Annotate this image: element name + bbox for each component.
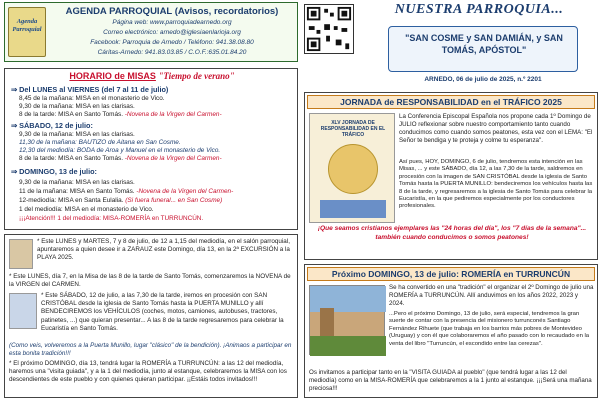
wedding-line: 12,30 del mediodía: BODA de Aroa y Manuel en el monasterio de Vico.	[19, 147, 221, 154]
notice-novena: * Este LUNES, día 7, en la Misa de las 8 de la tarde de Santo Tomás, comenzaremos la NOVENA de la VIRGEN del CARMEN.	[9, 273, 291, 289]
notices-box	[4, 234, 298, 398]
traffic-poster-image	[309, 113, 395, 223]
facebook-phone: Facebook: Parroquia de Arnedo / Teléfono: 941.38.08.80	[90, 39, 254, 46]
poster-caption: XLV JORNADA DE RESPONSABILIDAD EN EL TRÁFICO	[320, 120, 386, 138]
qr-code-icon[interactable]	[304, 4, 354, 54]
mass-line: 11 de la mañana: MISA en Santo Tomás. -Novena de la Virgen del Carmen-	[19, 188, 234, 195]
mass-line: 9,30 de la mañana: MISA en las clarisas.	[19, 103, 135, 110]
mass-line: 8 de la tarde: MISA en Santo Tomás. -Novena de la Virgen del Carmen-	[19, 155, 222, 162]
web-link[interactable]: Página web: www.parroquiadearnedo.org	[112, 19, 232, 26]
day-title-weekdays: ⇒ Del LUNES al VIERNES (del 7 al 11 de julio)	[11, 85, 169, 94]
romeria-paragraph-2: ...Pero el próximo Domingo, 13 de julio, será especial, tendremos la gran suerte de contar con la presencia del misionero turrunconés Santiago Fernández Rihuete (que trabaja en los barrios más pobres de Montevideo (Uruguay) y con él que colaboraremos el año pasado con lo recaudado en la venta del libro "Turruncún, el escondido entre las cerezas".	[389, 311, 590, 347]
schedule-heading-season: "Tiempo de verano"	[158, 71, 235, 81]
parish-title: NUESTRA PARROQUIA...	[394, 2, 564, 17]
romeria-section	[304, 264, 598, 398]
saint-christopher-image	[9, 293, 37, 329]
mass-line: 8 de la tarde: MISA en Santo Tomás. -Novena de la Virgen del Carmen-	[19, 111, 222, 118]
schedule-heading-main: HORARIO de MISAS	[69, 71, 156, 81]
hillside	[310, 336, 386, 356]
traffic-quote: ¡Que seamos cristianos ejemplares las "24 horas del día", los "7 días de la semana"... también cuando conducimos o somos peatones!	[317, 225, 587, 241]
mass-line: 9,30 de la mañana: MISA en las clarisas.	[19, 131, 135, 138]
left-column	[4, 2, 298, 398]
tower	[320, 308, 334, 338]
mass-line: 12-mediodía: MISA en Santa Eulalia. (Si fuera funeral... en San Cosme)	[19, 197, 223, 204]
day-title-sunday: ⇒ DOMINGO, 13 de julio:	[11, 167, 97, 176]
day-title-saturday: ⇒ SÁBADO, 12 de julio:	[11, 121, 93, 130]
turruncun-photo	[309, 285, 385, 355]
mass-line: 9,30 de la mañana: MISA en las clarisas.	[19, 179, 135, 186]
agenda-logo: Agenda Parroquial	[8, 7, 46, 57]
poster-emblem	[328, 144, 378, 194]
agenda-header	[4, 2, 298, 62]
notice-vehicle-blessing: * Este SÁBADO, 12 de julio, a las 7,30 de la tarde, iremos en procesión con SAN CRISTÓBAL desde la iglesia de Santo Tomás hasta la PUERTA MUNILLO y allí BENDECIREMOS los VEHÍCULOS (coches, motos, camiones, autobuses, tractores, patinetes, ...) que quieran presentar... A las 8 de la tarde regresaremos para celebrar la Eucaristía en Santo Tomás.	[41, 292, 284, 332]
schedule-heading	[5, 71, 299, 81]
issue-line: ARNEDO, 06 de julio de 2025, n.º 2201	[424, 76, 542, 83]
traffic-heading: JORNADA de RESPONSABILIDAD en el TRÁFICO 2025	[307, 95, 595, 109]
romeria-paragraph-1: Se ha convertido en una "tradición" el organizar el 2º Domingo de julio una ROMERÍA a TURRUNCÚN. Allí anduvimos en los años 2022, 2023 y 2024.	[389, 284, 594, 307]
traffic-paragraph-1: La Conferencia Episcopal Española nos propone cada 1º Domingo de JULIO reflexionar sobre nuestro comportamiento tanto cuando conducimos como cuando somos peatones, esta vez con el LEMA: "El Señor te bendiga y te proteja y colme tu esperanza".	[399, 113, 593, 144]
baptism-line: 11,30 de la mañana: BAUTIZO de Aitana en San Cosme.	[19, 139, 181, 146]
mass-line: 8,45 de la mañana: MISA en el monasterio de Vico.	[19, 95, 165, 102]
romeria-heading: Próximo DOMINGO, 13 de julio: ROMERÍA en TURRUNCÚN	[307, 267, 595, 281]
parish-header	[304, 2, 598, 98]
romeria-paragraph-3: Os invitamos a participar tanto en la "VISITA GUIADA al pueblo" (que tendrá lugar a las 12 del mediodía) como en la MISA-ROMERÍA que celebraremos a la 1 junto al estanque. ¡¡¡Será una mañana preciosa!!!	[309, 369, 592, 392]
traffic-section	[304, 92, 598, 260]
notice-munillo: (Como veis, volveremos a la Puerta Munillo, lugar "clásico" de la bendición). ¡Animaos a participar en esta bonita tradición!!!	[9, 342, 292, 358]
notice-excursion: * Este LUNES y MARTES, 7 y 8 de julio, de 12 a 1,15 del mediodía, en el salón parroquial, apuntaremos a quien desee ir a ZARAUZ este Domingo, día 13, en la 2ª EXCURSIÓN a la PLAYA 2025.	[37, 238, 290, 262]
saints-box	[388, 26, 578, 72]
mass-schedule-box	[4, 68, 298, 230]
traffic-paragraph-2: Así pues, HOY, DOMINGO, 6 de julio, tendremos esta intención en las Misas, ... y este SÁBADO, día 12, a las 7,30 de la tarde, saldremos en procesión con la imagen de SAN CRISTÓBAL desde la iglesia de Santo Tomás hasta la PUERTA MUNILLO: bendeciremos los vehículos hasta las 8 de la tarde, y regresaremos a la iglesia de Santo Tomás para celebrar la Eucaristía, en la que pediremos especialmente por los conductores profesionales.	[399, 159, 593, 210]
saints-title: "SAN COSME y SAN DAMIÁN, y SAN TOMÁS, APÓSTOL"	[405, 33, 563, 55]
notice-romeria: * El próximo DOMINGO, día 13, tendrá lugar la ROMERÍA a TURRUNCÚN: a las 12 del mediodía, haremos una "visita guiada", y a la 1 del mediodía, junto al estanque, celebraremos la MISA con los descendientes de este pueblo y con quienes quieran participar. ¡¡Estáis todos invitados!!!	[9, 360, 287, 384]
mass-line: 1 del mediodía: MISA en el monasterio de Vico.	[19, 206, 154, 213]
poster-car	[320, 200, 386, 218]
caritas-phone: Cáritas-Arnedo: 941.83.03.85 / C.O.F.:635.01.84.20	[97, 49, 247, 56]
cross-image	[9, 239, 33, 269]
agenda-title: AGENDA PARROQUIAL (Avisos, recordatorios)	[65, 6, 279, 17]
right-column	[304, 2, 598, 398]
romeria-mass-line: ¡¡¡Atención!!! 1 del mediodía: MISA-ROMERÍA en TURRUNCÚN.	[19, 215, 204, 222]
email-link[interactable]: Correo electrónico: arnedo@iglesiaenlarioja.org	[103, 29, 241, 36]
